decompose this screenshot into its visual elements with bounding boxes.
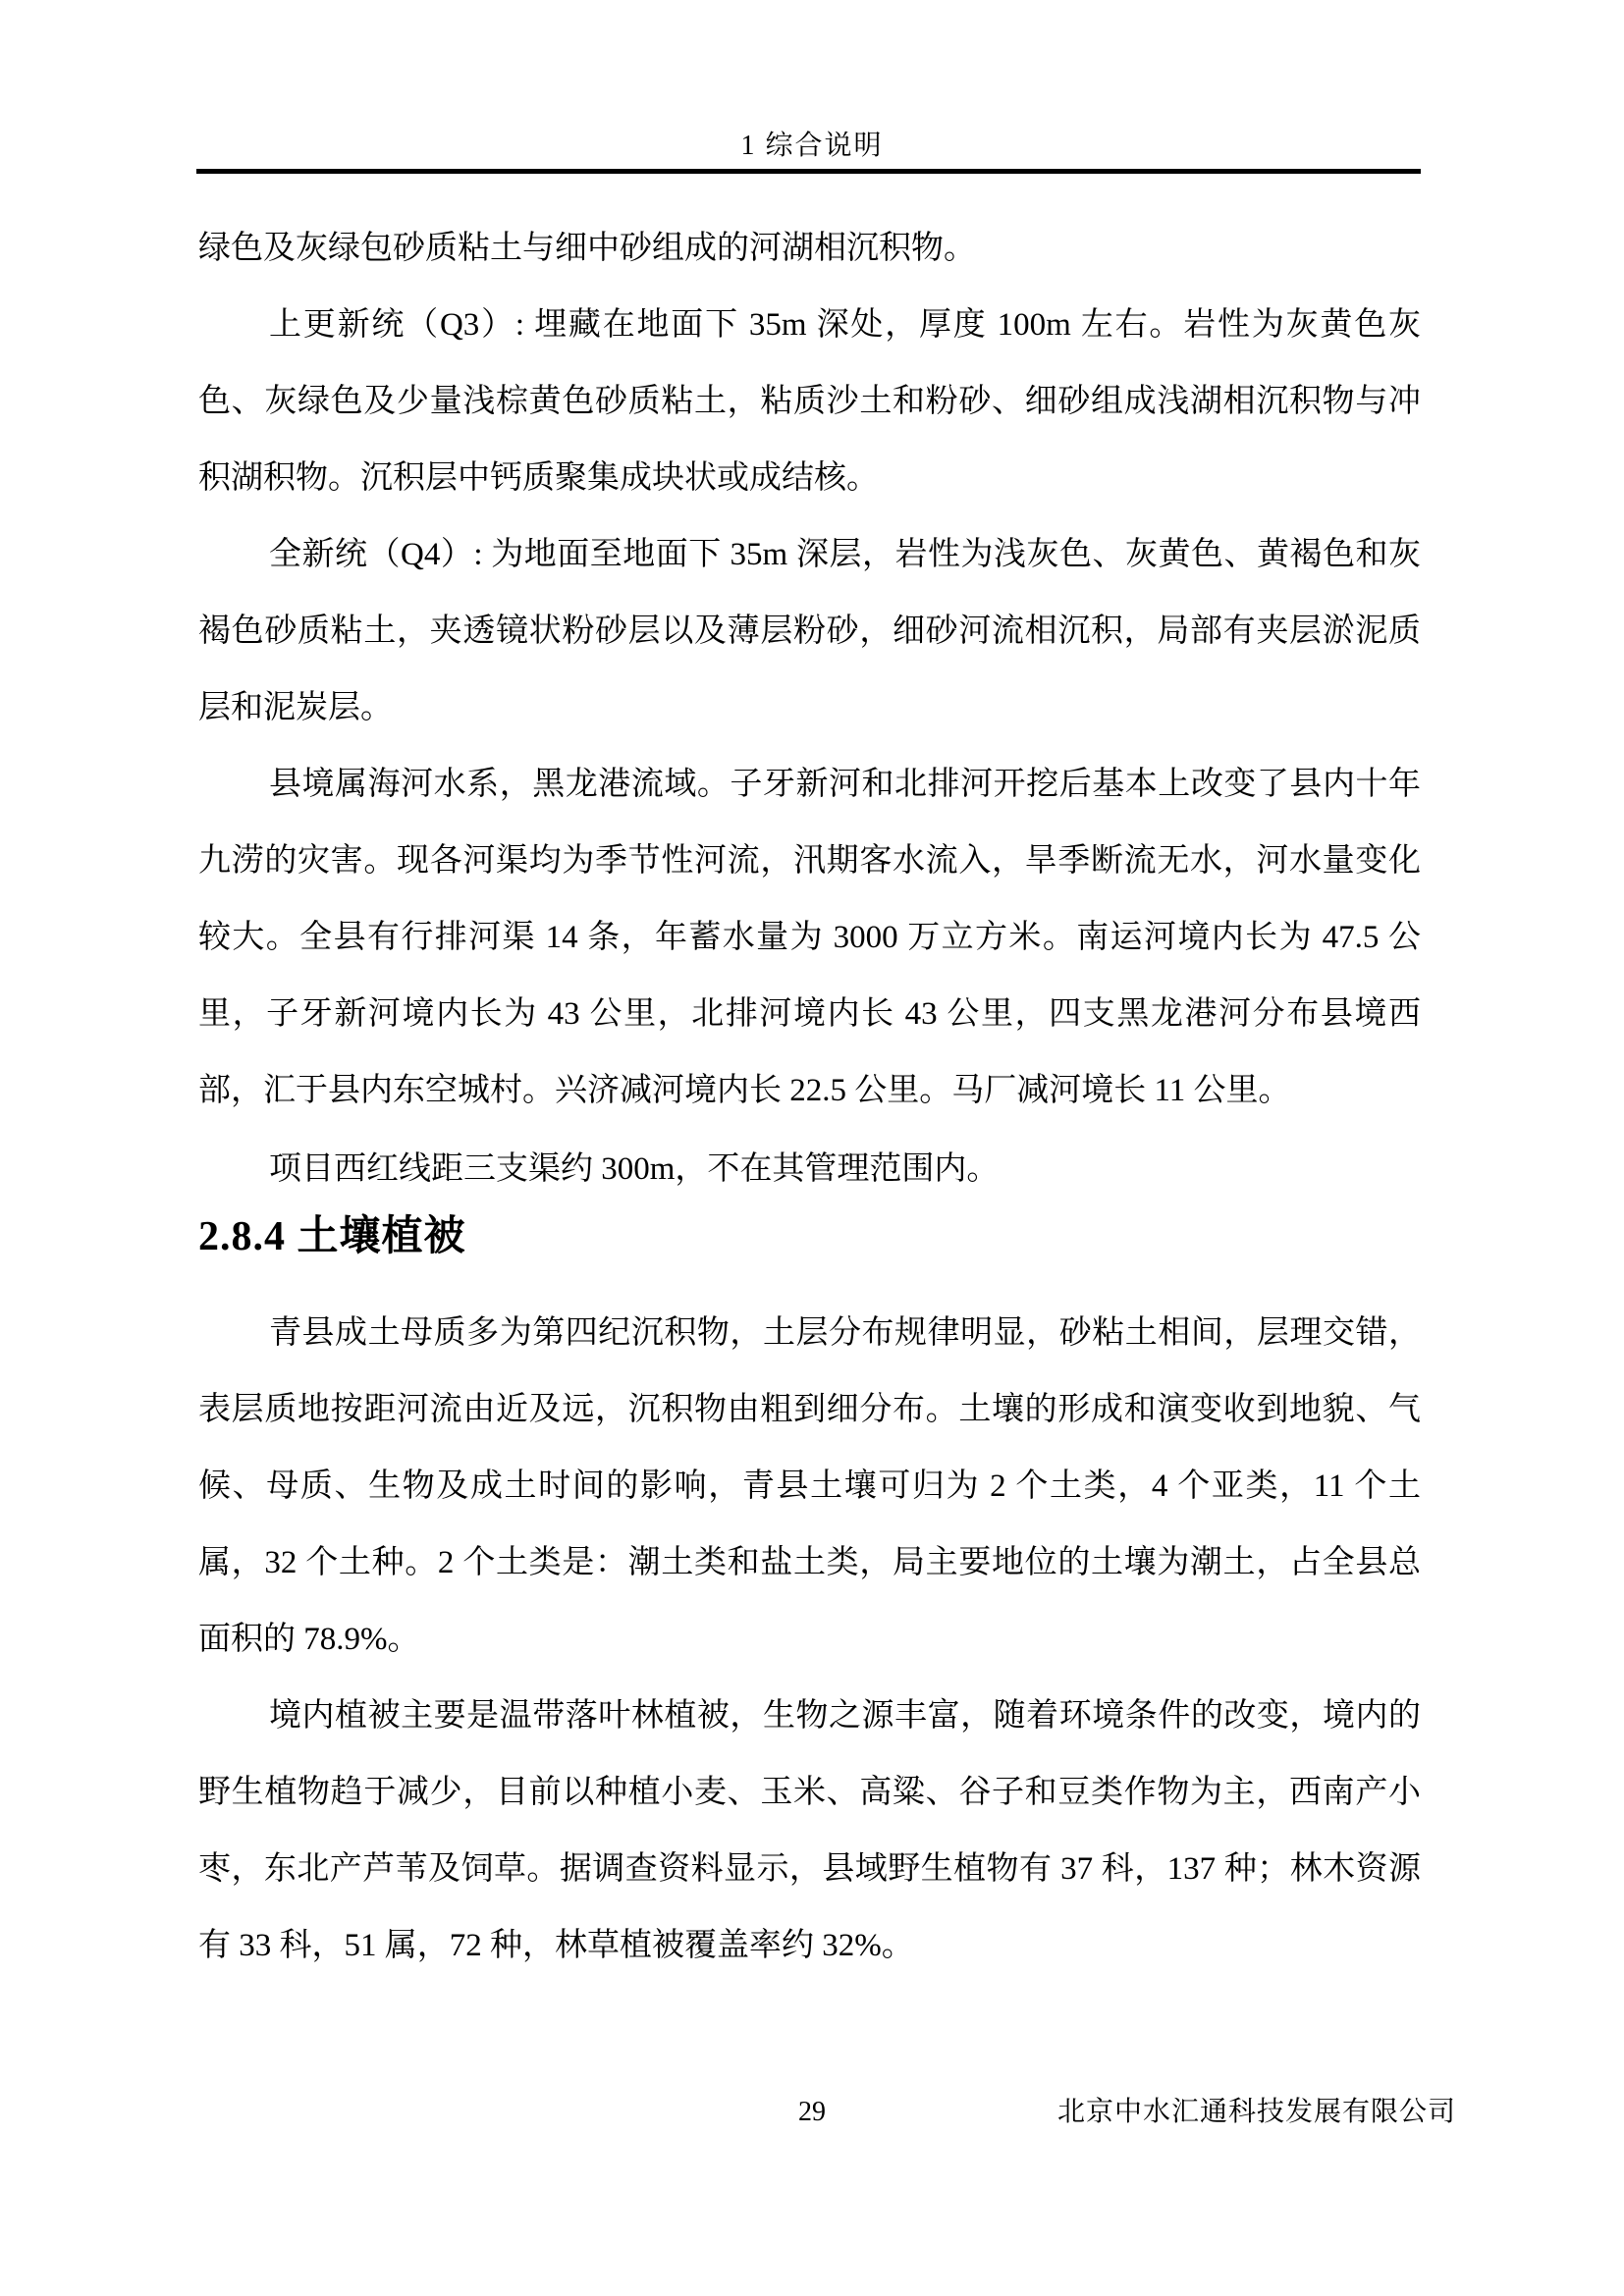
footer-company-name: 北京中水汇通科技发展有限公司 [1056, 2097, 1456, 2127]
footer-page-number: 29 [798, 2097, 826, 2127]
body-paragraph-vegetation: 境内植被主要是温带落叶林植被，生物之源丰富，随着环境条件的改变，境内的野生植物趋于减少，目前以种植小麦、玉米、高粱、谷子和豆类作物为主，西南产小枣，东北产芦苇及饲草。据调查资料显示，县域野生植物有 37 科，137 种；林木资源有 33 科，51 属，72 种，林草植被覆盖率约 32%。 [198, 1698, 1421, 1963]
header-rule-divider [196, 169, 1421, 174]
section-heading-soil-vegetation: 2.8.4 土壤植被 [198, 1214, 466, 1259]
body-paragraph-red-line-distance: 项目西红线距三支渠约 300m，不在其管理范围内。 [269, 1151, 1000, 1187]
body-paragraph-holocene: 全新统（Q4）: 为地面至地面下 35m 深层，岩性为浅灰色、灰黄色、黄褐色和灰褐色砂质粘土，夹透镜状粉砂层以及薄层粉砂，细砂河流相沉积，局部有夹层淤泥质层和泥炭层。 [198, 537, 1421, 725]
body-paragraph-river-system: 县境属海河水系，黑龙港流域。子牙新河和北排河开挖后基本上改变了县内十年九涝的灾害。现各河渠均为季节性河流，汛期客水流入，旱季断流无水，河水量变化较大。全县有行排河渠 14 条，年蓄水量为 3000 万立方米。南运河境内长为 47.5 公里，子牙新河境内长为 43 公里，北排河境内长 43 公里，四支黑龙港河分布县境西部，汇于县内东空城村。兴济减河境内长 22.5 公里。马厂减河境长 11 公里。 [198, 767, 1421, 1108]
body-paragraph-continuation: 绿色及灰绿包砂质粘土与细中砂组成的河湖相沉积物。 [198, 231, 976, 266]
page-header-chapter-title: 1 综合说明 [740, 131, 884, 161]
body-paragraph-soil: 青县成土母质多为第四纪沉积物，土层分布规律明显，砂粘土相间，层理交错，表层质地按距河流由近及远，沉积物由粗到细分布。土壤的形成和演变收到地貌、气候、母质、生物及成土时间的影响，青县土壤可归为 2 个土类，4 个亚类，11 个土属，32 个土种。2 个土类是：潮土类和盐土类，局主要地位的土壤为潮土，占全县总面积的 78.9%。 [198, 1315, 1421, 1657]
body-paragraph-upper-pleistocene: 上更新统（Q3）: 埋藏在地面下 35m 深处，厚度 100m 左右。岩性为灰黄色灰色、灰绿色及少量浅棕黄色砂质粘土，粘质沙土和粉砂、细砂组成浅湖相沉积物与冲积湖积物。沉积层中钙质聚集成块状或成结核。 [198, 307, 1421, 496]
